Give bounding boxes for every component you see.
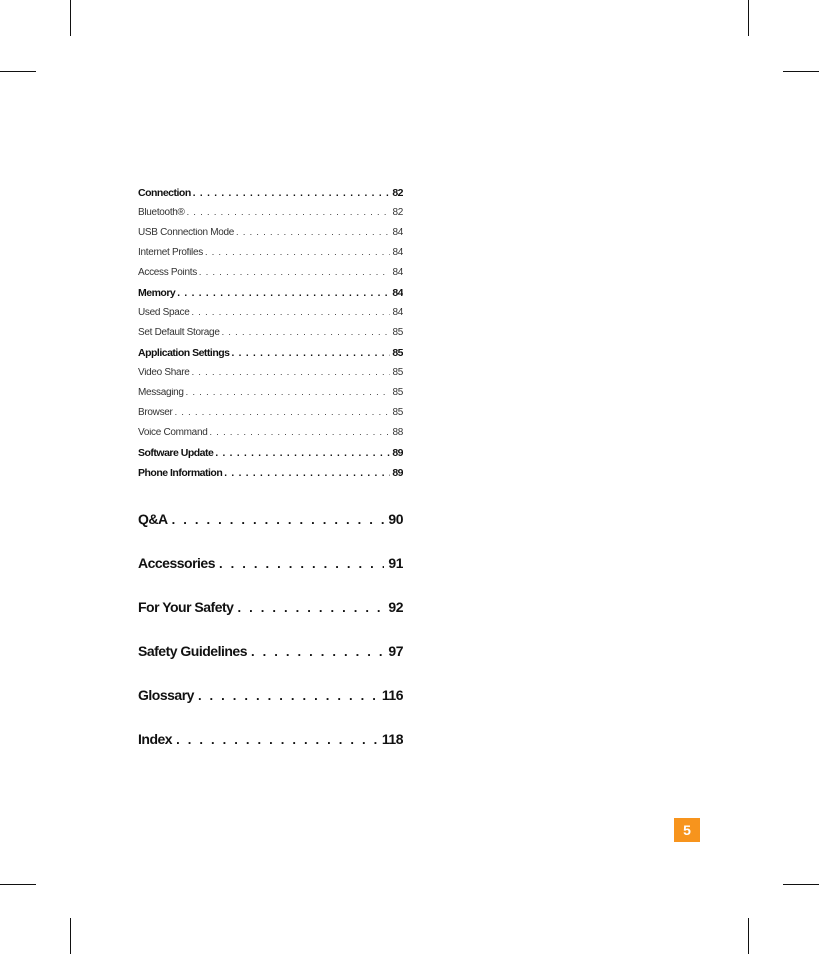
toc-entry-label: Messaging xyxy=(138,388,184,398)
toc-entry[interactable] xyxy=(138,248,403,268)
toc-entry[interactable] xyxy=(138,188,403,208)
toc-entry-page: 84 xyxy=(392,308,403,318)
toc-entry[interactable] xyxy=(138,288,403,308)
toc-major-entry[interactable] xyxy=(138,512,403,532)
toc-entry-label: Used Space xyxy=(138,308,190,318)
toc-leader-dots xyxy=(172,513,385,526)
crop-mark-bottom-right xyxy=(748,918,749,954)
toc-entry-page: 84 xyxy=(392,228,403,238)
toc-entry-label: Voice Command xyxy=(138,428,208,438)
toc-entry[interactable] xyxy=(138,228,403,248)
toc-entry-page: 85 xyxy=(392,408,403,418)
toc-entry-label: Connection xyxy=(138,188,191,199)
toc-entry[interactable] xyxy=(138,448,403,468)
toc-entry[interactable] xyxy=(138,408,403,428)
toc-entry-label: Application Settings xyxy=(138,348,230,359)
toc-leader-dots xyxy=(186,388,391,397)
toc-major-page: 118 xyxy=(381,732,403,747)
toc-entry-page: 82 xyxy=(392,208,403,218)
toc-entry[interactable] xyxy=(138,388,403,408)
page-number-badge: 5 xyxy=(674,818,700,842)
toc-entry-page: 84 xyxy=(392,248,403,258)
toc-entry[interactable] xyxy=(138,428,403,448)
toc-entry-page: 89 xyxy=(392,448,403,459)
toc-entry-label: USB Connection Mode xyxy=(138,228,235,238)
toc-leader-dots xyxy=(236,228,390,237)
toc-entry[interactable] xyxy=(138,368,403,388)
toc-entry-label: Phone Information xyxy=(138,468,223,479)
toc-entry-label: Bluetooth® xyxy=(138,208,185,218)
toc-major-label: Glossary xyxy=(138,688,194,703)
toc-entry-label: Software Update xyxy=(138,448,214,459)
crop-mark-top-left xyxy=(70,0,71,36)
crop-mark-bottom-left xyxy=(70,918,71,954)
toc-sub-list xyxy=(138,188,403,488)
toc-entry[interactable] xyxy=(138,308,403,328)
crop-mark-bottom-right-h xyxy=(783,884,819,885)
toc-entry-page: 85 xyxy=(392,368,403,378)
toc-leader-dots xyxy=(209,428,390,437)
toc-major-label: Q&A xyxy=(138,512,168,527)
toc-entry-label: Video Share xyxy=(138,368,190,378)
crop-mark-top-left-h xyxy=(0,71,36,72)
toc-major-page: 97 xyxy=(388,644,403,659)
toc-entry[interactable] xyxy=(138,268,403,288)
crop-mark-bottom-left-h xyxy=(0,884,36,885)
toc-leader-dots xyxy=(224,469,390,479)
toc-leader-dots xyxy=(219,557,384,570)
toc-leader-dots xyxy=(193,189,391,199)
toc-entry-page: 84 xyxy=(392,268,403,278)
toc-major-label: For Your Safety xyxy=(138,600,234,615)
toc-leader-dots xyxy=(222,328,391,337)
toc-leader-dots xyxy=(251,645,384,658)
toc-leader-dots xyxy=(199,268,391,277)
toc-leader-dots xyxy=(232,349,391,359)
toc-entry-page: 85 xyxy=(392,348,403,359)
toc-major-label: Safety Guidelines xyxy=(138,644,247,659)
toc-entry[interactable] xyxy=(138,328,403,348)
toc-entry[interactable] xyxy=(138,348,403,368)
toc-leader-dots xyxy=(237,601,384,614)
toc-major-entry[interactable] xyxy=(138,600,403,620)
toc-entry-label: Browser xyxy=(138,408,173,418)
toc-major-entry[interactable] xyxy=(138,732,403,752)
toc-entry-page: 84 xyxy=(392,288,403,299)
toc-leader-dots xyxy=(187,208,391,217)
toc-entry[interactable] xyxy=(138,468,403,488)
toc-entry-page: 85 xyxy=(392,328,403,338)
toc-entry-page: 82 xyxy=(392,188,403,199)
toc-leader-dots xyxy=(192,368,391,377)
toc-leader-dots xyxy=(215,449,390,459)
toc-leader-dots xyxy=(191,308,390,317)
toc-major-entry[interactable] xyxy=(138,688,403,708)
toc-entry-page: 89 xyxy=(392,468,403,479)
toc-leader-dots xyxy=(176,733,378,746)
toc-leader-dots xyxy=(175,408,391,417)
toc-leader-dots xyxy=(177,289,390,299)
crop-mark-top-right xyxy=(748,0,749,36)
toc-entry-label: Set Default Storage xyxy=(138,328,220,338)
toc-entry-page: 88 xyxy=(392,428,403,438)
toc-major-page: 92 xyxy=(388,600,403,615)
toc-major-entry[interactable] xyxy=(138,644,403,664)
toc-major-page: 90 xyxy=(388,512,403,527)
toc-major-page: 116 xyxy=(381,688,403,703)
toc-leader-dots xyxy=(205,248,391,257)
toc-entry[interactable] xyxy=(138,208,403,228)
toc-major-page: 91 xyxy=(388,556,403,571)
crop-mark-top-right-h xyxy=(783,71,819,72)
toc-entry-page: 85 xyxy=(392,388,403,398)
toc-leader-dots xyxy=(198,689,378,702)
toc-major-label: Index xyxy=(138,732,173,747)
toc-entry-label: Internet Profiles xyxy=(138,248,203,258)
toc-major-label: Accessories xyxy=(138,556,216,571)
toc-major-entry[interactable] xyxy=(138,556,403,576)
toc-entry-label: Memory xyxy=(138,288,176,299)
toc-entry-label: Access Points xyxy=(138,268,197,278)
